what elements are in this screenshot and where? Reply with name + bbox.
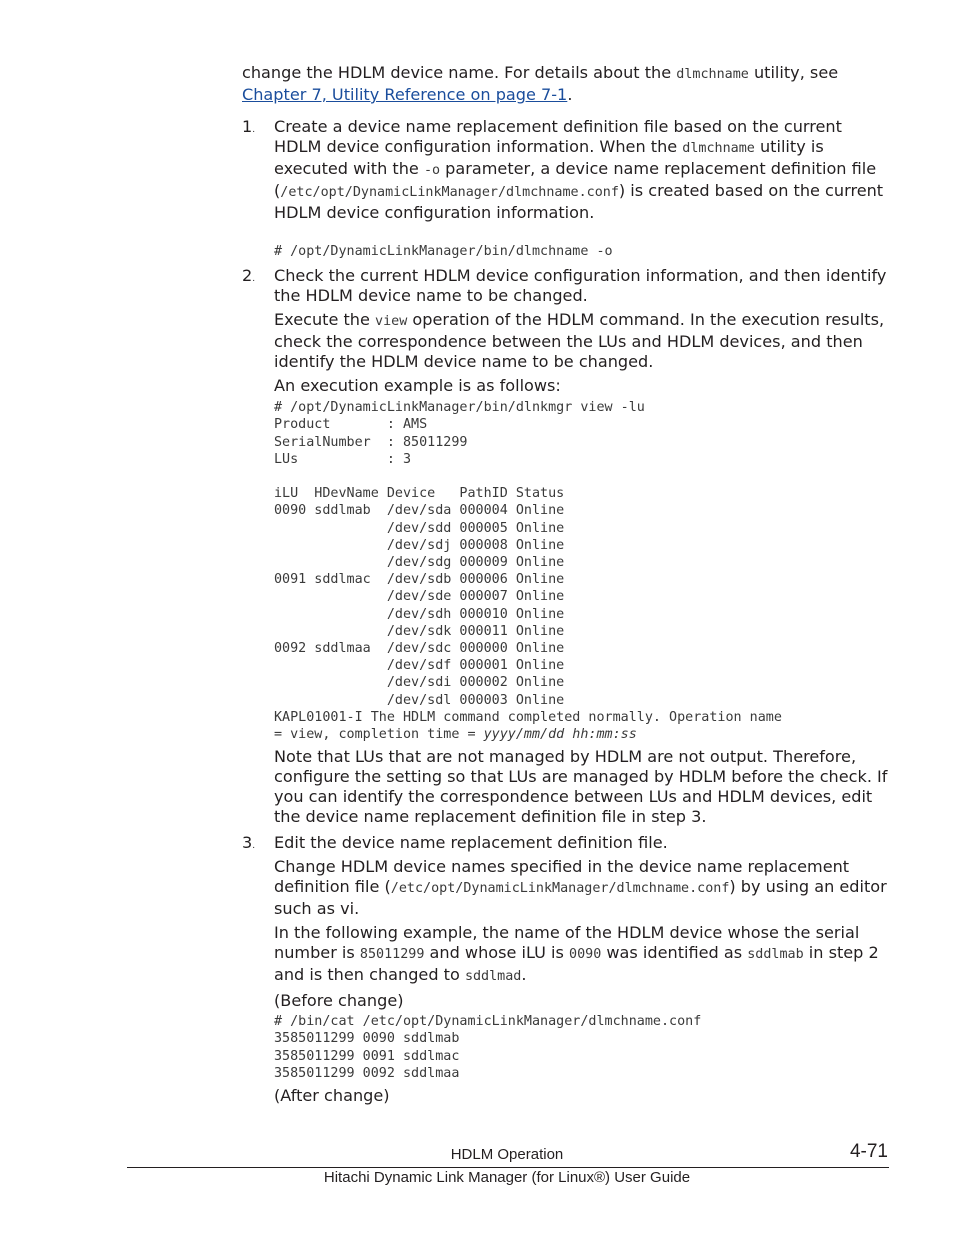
step-3-paragraph: In the following example, the name of the HDLM device whose the serial number is 85011299 and whose iLU is 0090 was identified as sddlmab in step 2 and is then changed to sddlmad.	[274, 923, 879, 985]
command-block: # /opt/DynamicLinkManager/bin/dlmchname -o	[274, 244, 613, 259]
step-number: 2.	[242, 266, 256, 286]
footer-divider	[127, 1167, 889, 1168]
step-number: 3.	[242, 833, 256, 853]
inline-code: sddlmad	[464, 969, 522, 985]
step-1-text: Create a device name replacement definition file based on the current HDLM device configuration information. When the dlmchname utility is executed with the -o parameter, a device name replacement definition file (/etc/opt/DynamicLinkManager/dlmchname.conf) is created based on the current HDLM device configuration information.	[274, 117, 884, 222]
inline-code: -o	[423, 163, 441, 178]
step-3-title: Edit the device name replacement definition file.	[274, 833, 668, 853]
step-2	[242, 266, 890, 827]
intro-text: .	[567, 85, 573, 104]
intro-text: utility, see	[748, 63, 839, 82]
before-change-code: # /bin/cat /etc/opt/DynamicLinkManager/dlmchname.conf 3585011299 0090 sddlmab 3585011299 0091 sddlmac 3585011299 0092 sddlmaa	[274, 1014, 702, 1081]
step-2-title: Check the current HDLM device configuration information, and then identify the HDLM device name to be changed.	[274, 266, 887, 306]
before-change-label: (Before change)	[274, 991, 404, 1011]
page-content	[242, 63, 890, 1106]
step-number: 1.	[242, 117, 256, 136]
step-2-note: Note that LUs that are not managed by HDLM are not output. Therefore, configure the setting so that LUs are managed by HDLM before the check. If you can identify the correspondence between LUs and HDLM devices, edit the device name replacement definition file in step 3.	[274, 747, 888, 827]
inline-code: dlmchname	[676, 67, 749, 82]
inline-code: sddlmab	[747, 947, 804, 963]
footer-section-title: HDLM Operation	[450, 1146, 564, 1163]
after-change-label: (After change)	[274, 1086, 390, 1106]
step-2-paragraph: Execute the view operation of the HDLM command. In the execution results, check the correspondence between the LUs and HDLM devices, and then identify the HDLM device name to be changed.	[274, 310, 885, 372]
footer-guide-title: Hitachi Dynamic Link Manager (for Linux®) User Guide	[323, 1169, 691, 1186]
command-output: # /opt/DynamicLinkManager/bin/dlnkmgr view -lu Product : AMS SerialNumber : 85011299 LUs : 3 iLU HDevName Device PathID Status 0090 sddlmab /dev/sda 000004 Online /dev/sdd 000005 Online /dev/sdj 000008 Online /dev/sdg 000009 Online 0091 sddlmac /dev/sdb 000006 Online /dev/sde 000007 Online /dev/sdh 000010 Online /dev/sdk 000011 Online 0092 sddlmaa /dev/sdc 000000 Online /dev/sdf 000001 Online /dev/sdi 000002 Online /dev/sdl 000003 Online KAPL01001-I The HDLM command completed normally. Operation name = view, completion time = yyyy/mm/dd hh:mm:ss	[274, 400, 782, 743]
inline-code: /etc/opt/DynamicLinkManager/dlmchname.conf	[280, 185, 619, 200]
inline-code: dlmchname	[682, 141, 755, 156]
time-placeholder: yyyy/mm/dd hh:mm:ss	[483, 727, 637, 743]
intro-text: change the HDLM device name. For details about the	[242, 63, 677, 82]
chapter-7-link[interactable]: Chapter 7, Utility Reference on page 7-1	[242, 85, 568, 104]
inline-code: /etc/opt/DynamicLinkManager/dlmchname.conf	[390, 881, 730, 897]
inline-code: view	[375, 314, 408, 330]
page-number: 4-71	[849, 1141, 888, 1162]
step-2-paragraph: An execution example is as follows:	[274, 376, 561, 396]
intro-paragraph	[242, 63, 890, 105]
inline-code: 85011299	[359, 947, 425, 963]
step-1	[242, 117, 890, 260]
step-3-paragraph: Change HDLM device names specified in the device name replacement definition file (/etc/opt/DynamicLinkManager/dlmchname.conf) by using an editor such as vi.	[274, 857, 887, 919]
inline-code: 0090	[569, 947, 602, 963]
step-3	[242, 833, 890, 1106]
